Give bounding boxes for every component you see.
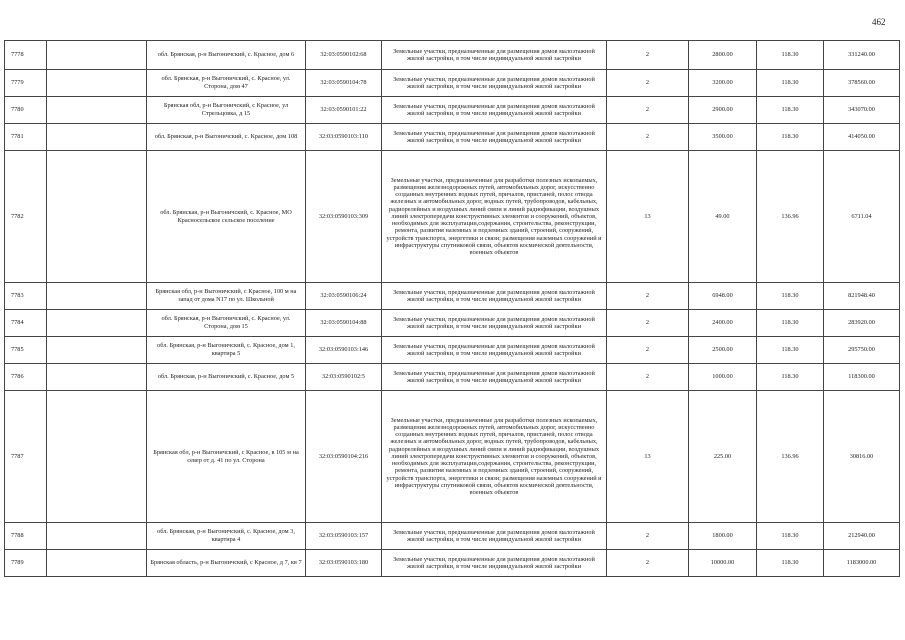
group-cell: 2 xyxy=(607,337,689,364)
area-cell: 2900.00 xyxy=(689,97,757,124)
page-number: 462 xyxy=(872,17,886,27)
table-row xyxy=(5,550,900,577)
row-number-cell: 7788 xyxy=(5,523,47,550)
cadastral-number-cell: 32:03:0590103:157 xyxy=(306,523,382,550)
group-cell: 2 xyxy=(607,41,689,70)
row-number-cell: 7789 xyxy=(5,550,47,577)
cadastral-value-cell: 343070.00 xyxy=(824,97,900,124)
cadastral-number-cell: 32:03:0590106:24 xyxy=(306,283,382,310)
land-use-cell: Земельные участки, предназначенные для разработки полезных ископаемых, размещения железнодорожных путей, автомобильных дорог, искусственно созданных внутренних водных путей, причалов, пристаней, полос отвода железных и автомобильных дорог, водных путей, трубопроводов, кабельных, радиорелейных и воздушных линий связи и линий радиофикации, воздушных линий электропередачи конструктивных элементов и сооружений, объектов, необходимых для эксплуатации,содержания, строительства, реконструкции, ремонта, развития наземных и подземных зданий, строений, сооружений, устройств транспорта, энергетики и связи; размещения наземных сооружений и инфраструктуры спутниковой связи, объектов космической деятельности, военных объектов xyxy=(382,391,607,523)
rate-cell: 136.96 xyxy=(757,151,824,283)
table-row xyxy=(5,310,900,337)
area-cell: 2800.00 xyxy=(689,41,757,70)
cadastral-number-cell: 32:03:0590102:68 xyxy=(306,41,382,70)
cadastral-value-cell: 30816.00 xyxy=(824,391,900,523)
address-cell: обл. Брянская, р-н Выгоничский, с. Красное, дом 5 xyxy=(147,364,306,391)
row-number-cell: 7786 xyxy=(5,364,47,391)
land-use-cell: Земельные участки, предназначенные для размещения домов малоэтажной жилой застройки, в том числе индивидуальной жилой застройки xyxy=(382,97,607,124)
rate-cell: 118.30 xyxy=(757,124,824,151)
cadastral-number-cell: 32:03:0590103:146 xyxy=(306,337,382,364)
area-cell: 3500.00 xyxy=(689,124,757,151)
group-cell: 2 xyxy=(607,124,689,151)
cadastral-value-cell: 6711.04 xyxy=(824,151,900,283)
group-cell: 13 xyxy=(607,391,689,523)
address-cell: обл. Брянская, р-н Выгоничский, с. Красное, ул. Сторона, дом 15 xyxy=(147,310,306,337)
table-row xyxy=(5,283,900,310)
cadastral-number-cell: 32:03:0590104:78 xyxy=(306,70,382,97)
table-row xyxy=(5,523,900,550)
table-row xyxy=(5,337,900,364)
group-cell: 2 xyxy=(607,283,689,310)
rate-cell: 118.30 xyxy=(757,337,824,364)
land-use-cell: Земельные участки, предназначенные для размещения домов малоэтажной жилой застройки, в том числе индивидуальной жилой застройки xyxy=(382,124,607,151)
address-cell: обл. Брянская, р-н Выгоничский, с. Красное, дом 3, квартира 4 xyxy=(147,523,306,550)
empty-cell xyxy=(47,550,147,577)
empty-cell xyxy=(47,283,147,310)
row-number-cell: 7781 xyxy=(5,124,47,151)
area-cell: 6948.00 xyxy=(689,283,757,310)
row-number-cell: 7785 xyxy=(5,337,47,364)
area-cell: 225.00 xyxy=(689,391,757,523)
empty-cell xyxy=(47,310,147,337)
cadastral-number-cell: 32:03:0590104:216 xyxy=(306,391,382,523)
rate-cell: 118.30 xyxy=(757,364,824,391)
address-cell: Брянская область, р-н Выгоничский, с Красное, д 7, кв 7 xyxy=(147,550,306,577)
empty-cell xyxy=(47,70,147,97)
group-cell: 2 xyxy=(607,523,689,550)
address-cell: Брянская обл, р-н Выгоничский, с Красное, 100 м на запад от дома N17 по ул. Школьной xyxy=(147,283,306,310)
rate-cell: 118.30 xyxy=(757,41,824,70)
table-row xyxy=(5,391,900,523)
area-cell: 1800.00 xyxy=(689,523,757,550)
group-cell: 2 xyxy=(607,550,689,577)
cadastral-number-cell: 32:03:0590104:88 xyxy=(306,310,382,337)
land-use-cell: Земельные участки, предназначенные для размещения домов малоэтажной жилой застройки, в том числе индивидуальной жилой застройки xyxy=(382,70,607,97)
row-number-cell: 7783 xyxy=(5,283,47,310)
area-cell: 3200.00 xyxy=(689,70,757,97)
area-cell: 1000.00 xyxy=(689,364,757,391)
cadastral-value-cell: 295750.00 xyxy=(824,337,900,364)
address-cell: обл. Брянская, р-н Выгоничский, с. Красное, дом 1, квартира 5 xyxy=(147,337,306,364)
address-cell: Брянская обл, р-н Выгоничский, с Красное, в 105 м на север от д. 41 по ул. Сторона xyxy=(147,391,306,523)
cadastral-number-cell: 32:03:0590103:309 xyxy=(306,151,382,283)
cadastral-value-cell: 283920.00 xyxy=(824,310,900,337)
cadastral-value-cell: 118300.00 xyxy=(824,364,900,391)
address-cell: обл. Брянская, р-н Выгоничский, с. Красное, ул. Сторона, дом 47 xyxy=(147,70,306,97)
land-use-cell: Земельные участки, предназначенные для размещения домов малоэтажной жилой застройки, в том числе индивидуальной жилой застройки xyxy=(382,550,607,577)
group-cell: 2 xyxy=(607,70,689,97)
row-number-cell: 7778 xyxy=(5,41,47,70)
address-cell: обл. Брянская, р-н Выгоничский, с. Красное, дом 108 xyxy=(147,124,306,151)
land-use-cell: Земельные участки, предназначенные для разработки полезных ископаемых, размещения железнодорожных путей, автомобильных дорог, искусственно созданных внутренних водных путей, причалов, пристаней, полос отвода железных и автомобильных дорог, водных путей, трубопроводов, кабельных, радиорелейных и воздушных линий связи и линий радиофикации, воздушных линий электропередачи конструктивных элементов и сооружений, объектов, необходимых для эксплуатации,содержания, строительства, реконструкции, ремонта, развития наземных и подземных зданий, строений, сооружений, устройств транспорта, энергетики и связи; размещения наземных сооружений и инфраструктуры спутниковой связи, объектов космической деятельности, военных объектов xyxy=(382,151,607,283)
rate-cell: 118.30 xyxy=(757,310,824,337)
cadastral-value-cell: 212940.00 xyxy=(824,523,900,550)
area-cell: 49.00 xyxy=(689,151,757,283)
table-row xyxy=(5,124,900,151)
land-use-cell: Земельные участки, предназначенные для размещения домов малоэтажной жилой застройки, в том числе индивидуальной жилой застройки xyxy=(382,41,607,70)
area-cell: 10000.00 xyxy=(689,550,757,577)
empty-cell xyxy=(47,364,147,391)
address-cell: обл. Брянская, р-н Выгоничский, с. Красное, дом 6 xyxy=(147,41,306,70)
land-use-cell: Земельные участки, предназначенные для размещения домов малоэтажной жилой застройки, в том числе индивидуальной жилой застройки xyxy=(382,523,607,550)
land-use-cell: Земельные участки, предназначенные для размещения домов малоэтажной жилой застройки, в том числе индивидуальной жилой застройки xyxy=(382,283,607,310)
group-cell: 2 xyxy=(607,364,689,391)
table-row xyxy=(5,151,900,283)
cadastral-value-cell: 378560.00 xyxy=(824,70,900,97)
land-use-cell: Земельные участки, предназначенные для размещения домов малоэтажной жилой застройки, в том числе индивидуальной жилой застройки xyxy=(382,310,607,337)
table-row xyxy=(5,70,900,97)
empty-cell xyxy=(47,391,147,523)
cadastral-number-cell: 32:03:0590101:22 xyxy=(306,97,382,124)
cadastral-value-cell: 331240.00 xyxy=(824,41,900,70)
rate-cell: 118.30 xyxy=(757,97,824,124)
group-cell: 13 xyxy=(607,151,689,283)
row-number-cell: 7782 xyxy=(5,151,47,283)
address-cell: обл. Брянская, р-н Выгоничский, с. Красное, МО Красносельское сельское поселение xyxy=(147,151,306,283)
area-cell: 2500.00 xyxy=(689,337,757,364)
cadastral-number-cell: 32:03:0590103:110 xyxy=(306,124,382,151)
group-cell: 2 xyxy=(607,97,689,124)
rate-cell: 118.30 xyxy=(757,550,824,577)
row-number-cell: 7780 xyxy=(5,97,47,124)
land-use-cell: Земельные участки, предназначенные для размещения домов малоэтажной жилой застройки, в том числе индивидуальной жилой застройки xyxy=(382,337,607,364)
table-row xyxy=(5,41,900,70)
empty-cell xyxy=(47,41,147,70)
table-row xyxy=(5,364,900,391)
address-cell: Брянская обл, р-н Выгоничский, с Красное, ул Стрельцовка, д 15 xyxy=(147,97,306,124)
rate-cell: 136.96 xyxy=(757,391,824,523)
empty-cell xyxy=(47,523,147,550)
empty-cell xyxy=(47,97,147,124)
row-number-cell: 7779 xyxy=(5,70,47,97)
rate-cell: 118.30 xyxy=(757,70,824,97)
cadastral-number-cell: 32:03:0590103:180 xyxy=(306,550,382,577)
area-cell: 2400.00 xyxy=(689,310,757,337)
rate-cell: 118.30 xyxy=(757,283,824,310)
cadastral-table xyxy=(4,40,900,577)
cadastral-value-cell: 1183000.00 xyxy=(824,550,900,577)
group-cell: 2 xyxy=(607,310,689,337)
cadastral-value-cell: 821948.40 xyxy=(824,283,900,310)
empty-cell xyxy=(47,337,147,364)
cadastral-value-cell: 414050.00 xyxy=(824,124,900,151)
cadastral-number-cell: 32:03:0590102:5 xyxy=(306,364,382,391)
row-number-cell: 7784 xyxy=(5,310,47,337)
row-number-cell: 7787 xyxy=(5,391,47,523)
empty-cell xyxy=(47,124,147,151)
rate-cell: 118.30 xyxy=(757,523,824,550)
land-use-cell: Земельные участки, предназначенные для размещения домов малоэтажной жилой застройки, в том числе индивидуальной жилой застройки xyxy=(382,364,607,391)
empty-cell xyxy=(47,151,147,283)
table-row xyxy=(5,97,900,124)
table-body xyxy=(5,41,900,577)
